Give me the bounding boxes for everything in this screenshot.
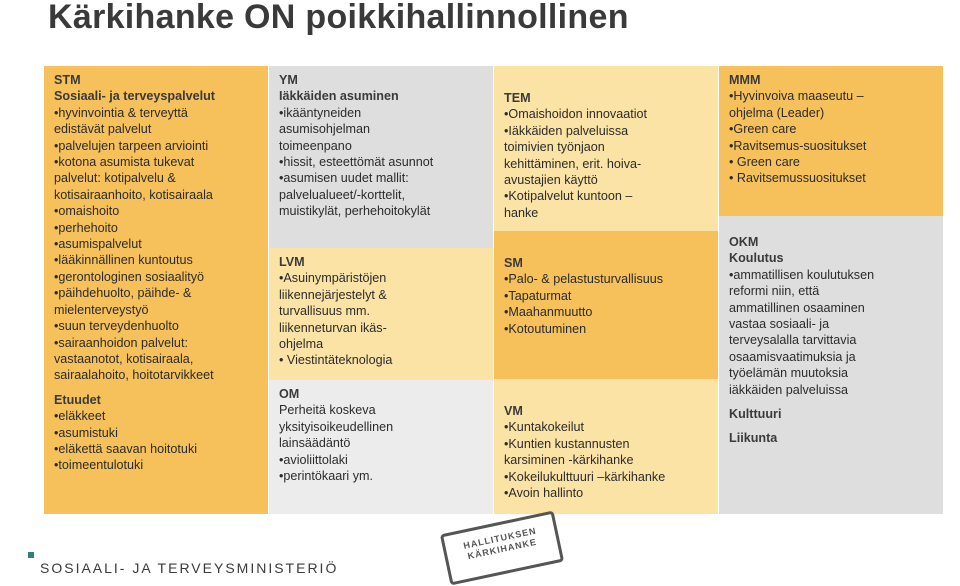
column-ym-lvm-om (269, 66, 493, 514)
cell-om (269, 380, 493, 514)
list-item: mielenterveystyö (54, 302, 149, 317)
list-item: kehittäminen, erit. hoiva- (504, 156, 642, 171)
section-heading: Liikunta (729, 431, 778, 446)
list-item: iäkkäiden palveluissa (729, 382, 849, 397)
section-heading: Etuudet (54, 392, 101, 407)
list-item: •lääkinnällinen kuntoutus (54, 253, 193, 268)
list-item: •ikääntyneiden (279, 105, 362, 120)
list-item: •gerontologinen sosiaalityö (54, 269, 205, 284)
cell-header: STM (54, 73, 81, 87)
list-item: •Kotoutuminen (504, 321, 587, 336)
cell-header: YM (279, 73, 298, 87)
cell-header: OKM (729, 235, 759, 249)
list-item: turvallisuus mm. (279, 304, 370, 319)
list-item: •asumisen uudet mallit: (279, 171, 409, 186)
cell-header: VM (504, 404, 523, 418)
column-stm (44, 66, 268, 514)
list-item: •Kokeilukulttuuri –kärkihanke (504, 469, 666, 484)
list-item: palvelut: kotipalvelu & (54, 171, 176, 186)
list-item: •Iäkkäiden palveluissa (504, 123, 629, 138)
list-item: reformi niin, että (729, 284, 820, 299)
list-item: •Palo- & pelastusturvallisuus (504, 272, 664, 287)
list-item: yksityisoikeudellinen (279, 419, 394, 434)
list-item: •Kuntakokeilut (504, 420, 585, 435)
list-item: liikenneturvan ikäs- (279, 320, 387, 335)
list-item: ohjelma (Leader) (729, 105, 825, 120)
list-item: muistikylät, perhehoitokylät (279, 204, 431, 219)
list-item: Perheitä koskeva (279, 403, 376, 418)
list-item: •Avoin hallinto (504, 486, 584, 501)
list-item: liikennejärjestelyt & (279, 287, 387, 302)
list-item: •Ravitsemus-suositukset (729, 138, 867, 153)
list-item: •eläkettä saavan hoitotuki (54, 441, 198, 456)
list-item: •ammatillisen koulutuksen (729, 267, 875, 282)
list-item: •hissit, esteettömät asunnot (279, 155, 434, 170)
section-heading: Kulttuuri (729, 407, 782, 422)
list-item: • Ravitsemussuositukset (729, 171, 866, 186)
cell-tem (494, 66, 718, 231)
list-item: •Maahanmuutto (504, 305, 593, 320)
cell-header: SM (504, 256, 523, 270)
list-item: lainsäädäntö (279, 436, 351, 451)
list-item: •kotona asumista tukevat (54, 155, 195, 170)
karkihanke-stamp: HALLITUKSEN KÄRKIHANKE (440, 511, 564, 586)
list-item: •perhehoito (54, 220, 118, 235)
list-item: •suun terveydenhuolto (54, 319, 179, 334)
list-item: •päihdehuolto, päihde- & (54, 286, 192, 301)
list-item: ammatillinen osaaminen (729, 300, 865, 315)
cell-ym (269, 66, 493, 248)
cell-header: MMM (729, 73, 761, 87)
list-item: •Kuntien kustannusten (504, 436, 630, 451)
list-item: toimeenpano (279, 138, 352, 153)
list-item: •Asuinympäristöjen (279, 271, 387, 286)
cell-stm (44, 66, 268, 514)
list-item: •avioliittolaki (279, 452, 348, 467)
ministry-logo-mark (28, 552, 34, 558)
list-item: •asumistuki (54, 425, 118, 440)
list-item: kotisairaanhoito, kotisairaala (54, 187, 213, 202)
list-item: •Green care (729, 122, 797, 137)
cell-header: LVM (279, 255, 305, 269)
spacer (729, 422, 935, 430)
list-item: toimivien työnjaon (504, 140, 605, 155)
list-item: • Green care (729, 155, 800, 170)
cell-lvm (269, 248, 493, 380)
section-heading: Koulutus (729, 251, 784, 266)
list-item: •sairaanhoidon palvelut: (54, 335, 188, 350)
cell-header: TEM (504, 91, 531, 105)
list-item: työelämän muutoksia (729, 366, 849, 381)
spacer (54, 384, 260, 392)
list-item: •omaishoito (54, 204, 120, 219)
list-item: •Omaishoidon innovaatiot (504, 107, 648, 122)
cell-mmm (719, 66, 943, 216)
list-item: •toimeentulotuki (54, 458, 144, 473)
list-item: •Hyvinvoiva maaseutu – (729, 89, 864, 104)
list-item: osaamisvaatimuksia ja (729, 349, 856, 364)
column-mmm-okm (719, 66, 943, 514)
list-item: vastaa sosiaali- ja (729, 317, 830, 332)
list-item: asumisohjelman (279, 122, 370, 137)
list-item: palvelualueet/-korttelit, (279, 187, 406, 202)
page-title: Kärkihanke ON poikkihallinnollinen (48, 0, 629, 36)
list-item: hanke (504, 205, 539, 220)
list-item: sairaalahoito, hoitotarvikkeet (54, 368, 214, 383)
section-heading: Sosiaali- ja terveyspalvelut (54, 89, 216, 104)
cell-header: OM (279, 387, 300, 401)
list-item: edistävät palvelut (54, 122, 152, 137)
list-item: •perintökaari ym. (279, 469, 373, 484)
list-item: vastaanotot, kotisairaala, (54, 351, 194, 366)
spacer (729, 398, 935, 406)
ministry-name: SOSIAALI- JA TERVEYSMINISTERIÖ (40, 560, 339, 576)
list-item: terveysalalla tarvittavia (729, 333, 857, 348)
list-item: •hyvinvointia & terveyttä (54, 105, 188, 120)
list-item: ohjelma (279, 337, 324, 352)
cell-vm (494, 379, 718, 514)
list-item: •Tapaturmat (504, 288, 572, 303)
list-item: karsiminen -kärkihanke (504, 453, 634, 468)
list-item: •eläkkeet (54, 409, 106, 424)
list-item: •palvelujen tarpeen arviointi (54, 138, 209, 153)
cell-okm (719, 216, 943, 514)
column-tem-sm-vm (494, 66, 718, 514)
list-item: •Kotipalvelut kuntoon – (504, 189, 633, 204)
cell-sm (494, 231, 718, 379)
list-item: avustajien käyttö (504, 173, 598, 188)
list-item: •asumispalvelut (54, 237, 142, 252)
section-heading: Iäkkäiden asuminen (279, 89, 399, 104)
list-item: • Viestintäteknologia (279, 353, 393, 368)
